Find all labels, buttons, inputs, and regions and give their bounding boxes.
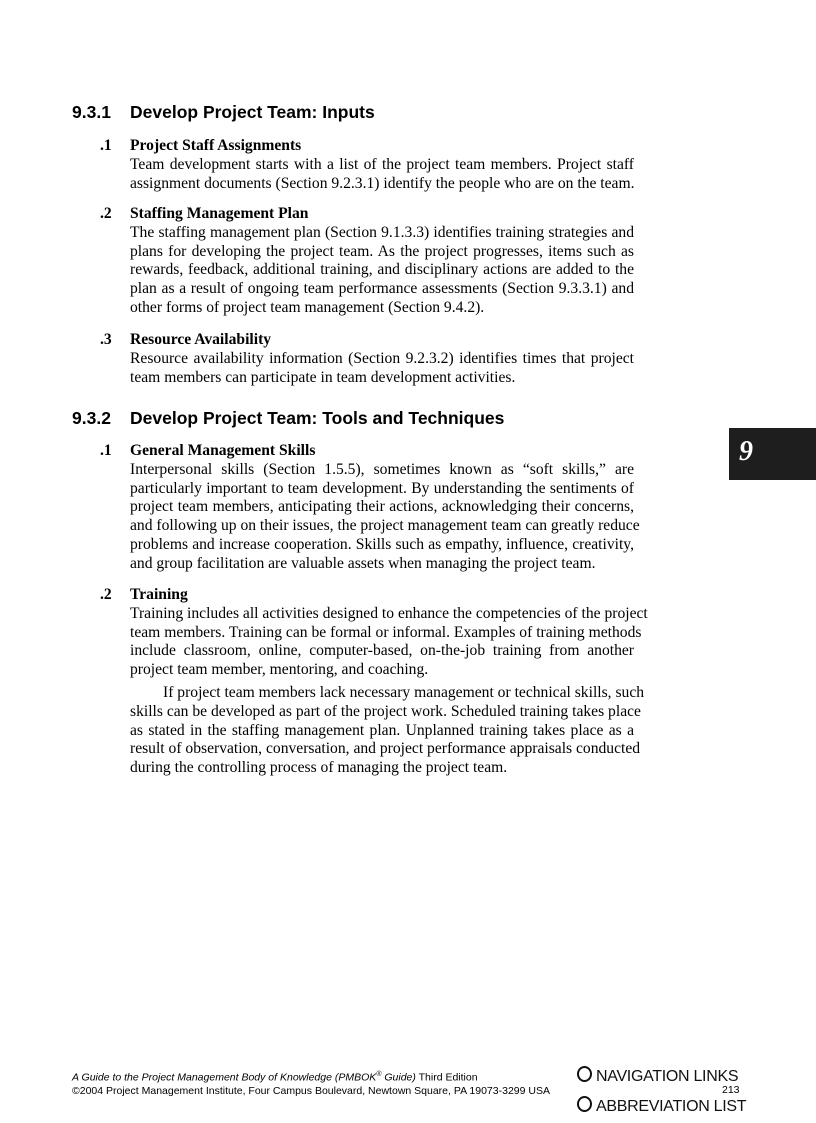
text-line: Resource availability information (Section 9.2.3.2) identifies times that project bbox=[130, 349, 634, 367]
paragraph bbox=[130, 460, 640, 574]
item bbox=[100, 442, 640, 574]
text-line: problems and increase cooperation. Skills such as empathy, influence, creativity, bbox=[130, 535, 634, 553]
footer-title-italic: A Guide to the Project Management Body of Knowledge (PMBOK bbox=[72, 1071, 377, 1084]
text-line: project team member, mentoring, and coaching. bbox=[130, 661, 429, 679]
text-line: result of observation, conversation, and project performance appraisals conducted bbox=[130, 740, 641, 758]
text-line: Team development starts with a list of the project team members. Project staff bbox=[130, 155, 634, 173]
section-heading-inputs bbox=[72, 102, 375, 123]
footer-title bbox=[72, 1071, 478, 1084]
item-label: .2 bbox=[100, 586, 112, 603]
item bbox=[100, 137, 634, 193]
page-number: 213 bbox=[722, 1084, 740, 1096]
text-line: as stated in the staffing management plan. Unplanned training takes place as a bbox=[130, 721, 634, 739]
text-line: assignment documents (Section 9.2.3.1) identify the people who are on the team. bbox=[130, 174, 635, 192]
item-title: Staffing Management Plan bbox=[130, 205, 309, 222]
chapter-tab[interactable] bbox=[729, 428, 816, 480]
text-line: and following up on their issues, the project management team can greatly reduce bbox=[130, 517, 640, 535]
navigation-links-button[interactable] bbox=[577, 1066, 738, 1086]
text-line: and group facilitation are valuable assets when managing the project team. bbox=[130, 554, 596, 572]
section-title: Develop Project Team: Inputs bbox=[130, 102, 375, 122]
item-title: Resource Availability bbox=[130, 331, 272, 348]
text-line: team members. Training can be formal or informal. Examples of training methods bbox=[130, 623, 642, 641]
item-title: General Management Skills bbox=[130, 442, 316, 459]
abbreviation-list-button[interactable] bbox=[577, 1096, 746, 1116]
text-line: other forms of project team management (Section 9.4.2). bbox=[130, 298, 485, 316]
section-heading-tools bbox=[72, 408, 504, 429]
abbreviation-list-label: ABBREVIATION LIST bbox=[596, 1098, 747, 1115]
registered-mark: ® bbox=[376, 1071, 382, 1078]
text-line: plan as a result of ongoing team performance assessments (Section 9.3.3.1) and bbox=[130, 280, 634, 298]
section-number: 9.3.1 bbox=[72, 102, 111, 122]
item bbox=[100, 586, 648, 778]
footer-copyright: ©2004 Project Management Institute, Four Campus Boulevard, Newtown Square, PA 19073-3299 USA bbox=[72, 1085, 550, 1097]
item-label: .3 bbox=[100, 331, 112, 348]
text-line: The staffing management plan (Section 9.1.3.3) identifies training strategies and bbox=[130, 223, 634, 241]
text-line: Interpersonal skills (Section 1.5.5), sometimes known as “soft skills,” are bbox=[130, 460, 634, 478]
footer-title-italic2: Guide) bbox=[381, 1071, 416, 1084]
paragraph bbox=[130, 683, 645, 778]
text-line: include classroom, online, computer-based, on-the-job training from another bbox=[130, 642, 634, 660]
paragraph bbox=[130, 156, 634, 194]
text-line: Training includes all activities designed to enhance the competencies of the project bbox=[130, 604, 648, 622]
text-line: particularly important to team development. By understanding the sentiments of bbox=[130, 479, 634, 497]
item-label: .2 bbox=[100, 205, 112, 222]
paragraph bbox=[130, 224, 634, 318]
text-line: during the controlling process of managing the project team. bbox=[130, 759, 508, 777]
item-title: Project Staff Assignments bbox=[130, 137, 302, 154]
text-line: team members can participate in team development activities. bbox=[130, 368, 516, 386]
text-line: plans for developing the project team. As the project progresses, items such as bbox=[130, 242, 634, 260]
item-title: Training bbox=[130, 586, 188, 603]
text-line: rewards, feedback, additional training, and disciplinary actions are added to the bbox=[130, 261, 634, 279]
item bbox=[100, 205, 634, 318]
paragraph bbox=[130, 350, 634, 388]
item bbox=[100, 331, 634, 387]
text-line: If project team members lack necessary management or technical skills, such bbox=[163, 683, 645, 701]
item-label: .1 bbox=[100, 442, 112, 459]
section-number: 9.3.2 bbox=[72, 408, 111, 428]
circle-icon bbox=[577, 1066, 592, 1082]
footer-edition: Third Edition bbox=[415, 1071, 478, 1084]
chapter-number: 9 bbox=[739, 436, 753, 467]
section-title: Develop Project Team: Tools and Techniques bbox=[130, 408, 505, 428]
navigation-links-label: NAVIGATION LINKS bbox=[596, 1068, 739, 1085]
paragraph bbox=[130, 604, 648, 680]
text-line: skills can be developed as part of the project work. Scheduled training takes place bbox=[130, 702, 641, 720]
text-line: project team members, anticipating their actions, acknowledging their concerns, bbox=[130, 498, 634, 516]
item-label: .1 bbox=[100, 137, 112, 154]
circle-icon bbox=[577, 1096, 592, 1112]
